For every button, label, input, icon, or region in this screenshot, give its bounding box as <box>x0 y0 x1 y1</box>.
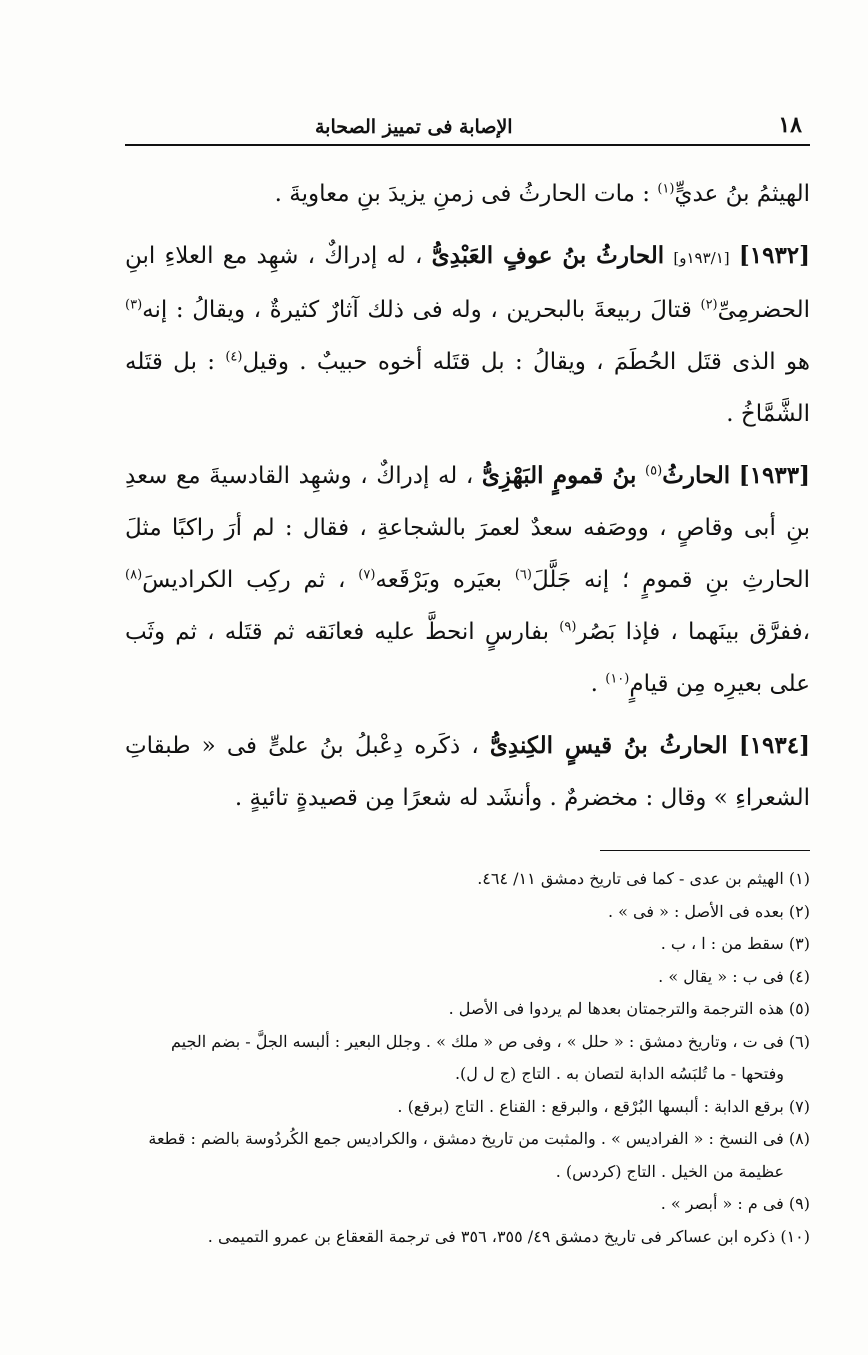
footnote-ref[interactable]: (٨) <box>125 567 143 583</box>
p4-text-1: ، ذكَره دِعْبلُ بنُ علىٍّ فى « طبقاتِ الشعراءِ » وقال : مخضرمٌ . وأنشَد له شعرًا مِن قصيدةٍ تائيةٍ . <box>125 733 810 811</box>
entry-name-cont: بنُ قمومٍ البَهْزِىُّ <box>481 462 637 489</box>
p3-text-2: بعيَره وبَرْقَعه <box>375 567 503 593</box>
footnote-7 <box>125 1091 810 1124</box>
p2-text-2: قتالَ ربيعةَ بالبحرين ، وله فى ذلك آثارٌ كثيرةٌ ، ويقالُ : إنه <box>142 297 692 323</box>
footnote-text: فى ب : « يقال » . <box>658 966 784 986</box>
footnote-number: (٦) <box>788 1031 810 1051</box>
footnote-text: برقع الدابة : ألبسها البُرْقع ، والبرقع : القناع . التاج (برقع) . <box>397 1096 784 1116</box>
source-ref: [١٩٣/١و] <box>673 249 730 267</box>
footnote-number: (١) <box>788 869 810 888</box>
footnotes <box>125 863 810 1253</box>
p1-text: الهيثمُ بنُ عديٍّ <box>674 181 810 207</box>
paragraph-1 <box>125 168 810 220</box>
footnote-number: (٣) <box>788 934 810 953</box>
entry-1932 <box>125 230 810 440</box>
p3-text-5: بفارسٍ انحطَّ عليه فعانَقه ثم قتَله ، ثم وثَب على بعيرِه مِن قيامٍ <box>125 619 810 697</box>
entry-name: الحارثُ <box>662 462 731 489</box>
footnote-text: الهيثم بن عدى - كما فى تاريخ دمشق ١١/ ٤٦٤. <box>477 869 784 888</box>
footnote-ref[interactable]: (٣) <box>125 297 143 313</box>
running-head <box>125 100 810 146</box>
entry-1933 <box>125 450 810 710</box>
main-text <box>125 168 810 824</box>
footnote-ref[interactable]: (٩) <box>559 619 577 635</box>
footnote-text: فى النسخ : « الفراديس » . والمثبت من تاريخ دمشق ، والكراديس جمع الكُردُوسة بالضم : قطعة <box>148 1129 784 1148</box>
footnote-8-cont: عظيمة من الخيل . التاج (كردس) . <box>555 1161 784 1181</box>
p3-text-3: ، ثم ركِب الكراديسَ <box>142 567 346 593</box>
footnote-text: فى ت ، وتاريخ دمشق : « حلل » ، وفى ص « ملك » . وجلل البعير : ألبسه الجلَّ - بضم الجيم <box>171 1031 784 1051</box>
footnote-8 <box>125 1123 810 1156</box>
footnote-text: سقط من : ا ، ب . <box>660 934 784 953</box>
book-page <box>125 100 810 1253</box>
footnote-ref[interactable]: (٦) <box>514 567 532 583</box>
p1-text2: : مات الحارثُ فى زمنِ يزيدَ بنِ معاويةَ . <box>274 181 651 207</box>
footnote-3 <box>125 928 810 961</box>
footnote-ref[interactable]: (١) <box>657 181 675 197</box>
footnote-text: فى م : « أبصر » . <box>660 1194 784 1213</box>
book-title: الإصابة فى تمييز الصحابة <box>315 116 513 138</box>
footnote-number: (٨) <box>788 1129 810 1148</box>
entry-number: [١٩٣٤] <box>738 732 811 759</box>
footnote-ref[interactable]: (٧) <box>358 567 376 583</box>
footnote-text: هذه الترجمة والترجمتان بعدها لم يردوا فى الأصل . <box>448 999 784 1018</box>
footnote-2 <box>125 896 810 929</box>
footnote-number: (٤) <box>788 966 810 986</box>
footnote-ref[interactable]: (١٠) <box>605 671 630 687</box>
footnote-number: (٧) <box>788 1096 810 1116</box>
p3-text-6: . <box>590 671 598 697</box>
footnote-10 <box>125 1221 810 1254</box>
page-number: ١٨ <box>778 112 802 138</box>
footnote-text: ذكره ابن عساكر فى تاريخ دمشق ٤٩/ ٣٥٥، ٣٥٦ فى ترجمة القعقاع بن عمرو التميمى . <box>207 1226 776 1246</box>
p3-text-4: ،ففرَّق بينَهما ، فإذا بَصُر <box>576 619 810 645</box>
footnote-6-cont: وفتحها - ما تُلبَسُه الدابة لتصان به . التاج (ج ل ل). <box>454 1064 784 1083</box>
entry-1934 <box>125 720 810 824</box>
p2-text-3: هو الذى قتَل الحُطَمَ ، ويقالُ : بل قتَله أخوه حبيبٌ . وقيل <box>242 349 811 375</box>
footnote-number: (٢) <box>788 901 810 921</box>
p2-text-1: ، له إدراكٌ ، شهِد مع العلاءِ ابنِ الحضرمِىِّ <box>125 243 810 323</box>
footnote-number: (٩) <box>788 1194 810 1213</box>
footnote-ref[interactable]: (٥) <box>645 463 663 479</box>
footnote-6 <box>125 1026 810 1059</box>
footnote-number: (١٠) <box>780 1226 810 1246</box>
entry-name: الحارثُ بنُ عوفٍ العَبْدِىُّ <box>431 242 665 269</box>
footnote-5 <box>125 993 810 1026</box>
entry-number: [١٩٣٢] <box>738 242 811 269</box>
footnote-9 <box>125 1188 810 1221</box>
p3-text-1: ، له إدراكٌ ، وشهِد القادسيةَ مع سعدِ بنِ أبى وقاصٍ ، ووصَفه سعدٌ لعمرَ بالشجاعةِ ، فقال : لم أرَ راكبًا مثلَ الحارثِ بنِ قمومٍ ؛ إنه جَلَّلَ <box>125 463 811 593</box>
footnote-1 <box>125 863 810 896</box>
footnote-ref[interactable]: (٤) <box>225 349 243 365</box>
p2-text-4: : بل قتَله الشَّمَّاخُ . <box>125 349 810 427</box>
footnote-divider <box>600 850 810 851</box>
footnote-number: (٥) <box>788 999 810 1018</box>
footnote-4 <box>125 961 810 994</box>
footnote-text: بعده فى الأصل : « فى » . <box>607 901 784 921</box>
entry-number: [١٩٣٣] <box>738 462 810 489</box>
entry-name: الحارثُ بنُ قيسٍ الكِندِىُّ <box>489 732 728 759</box>
footnote-ref[interactable]: (٢) <box>700 297 718 313</box>
